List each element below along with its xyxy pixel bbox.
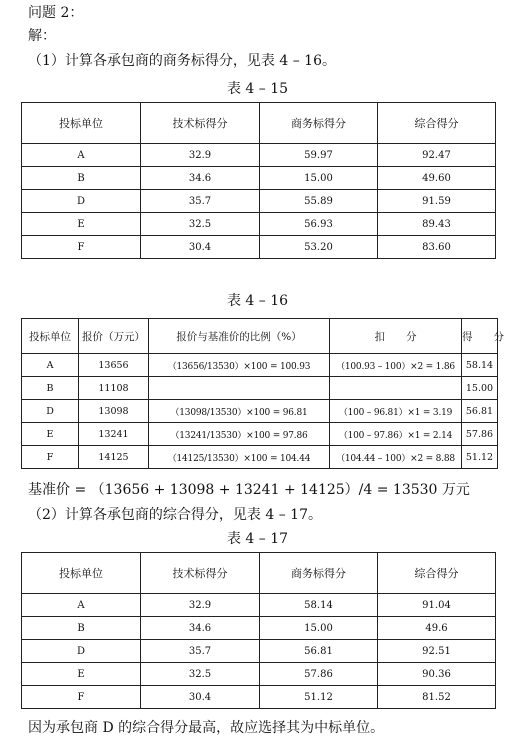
base-price-formula: 基准价 = （13656 + 13098 + 13241 + 14125）/4 = 13530 万元	[28, 482, 470, 498]
table-cell: 51.12	[260, 686, 378, 709]
table-row	[22, 190, 496, 213]
column-header: 得 分	[462, 319, 498, 354]
table-cell	[330, 377, 462, 400]
table-cell: 35.7	[141, 190, 260, 213]
column-header: 商务标得分	[260, 103, 378, 144]
table-row	[22, 377, 498, 400]
table-4-16	[21, 318, 504, 469]
table-row	[22, 446, 498, 469]
table-cell: 92.51	[378, 640, 496, 663]
table-cell: 89.43	[378, 213, 496, 236]
answer-heading: 解：	[28, 28, 56, 44]
table-cell: A	[22, 594, 141, 617]
table-4-15-caption: 表 4 – 15	[226, 81, 289, 97]
table-cell: F	[22, 446, 79, 469]
column-header: 综合得分	[378, 553, 496, 594]
column-header: 投标单位	[22, 319, 79, 354]
table-cell: 34.6	[141, 167, 260, 190]
table-cell: （14125/13530）×100 = 104.44	[149, 446, 330, 469]
column-header: 扣 分	[330, 319, 462, 354]
table-cell: 34.6	[141, 617, 260, 640]
column-header: 投标单位	[22, 553, 141, 594]
step1-text: （1）计算各承包商的商务标得分，见表 4 – 16。	[28, 53, 336, 69]
table-cell: 49.6	[378, 617, 496, 640]
table-cell: 57.86	[462, 423, 498, 446]
table-row	[22, 167, 496, 190]
table-cell: （104.44 – 100）×2 = 8.88	[330, 446, 462, 469]
table-cell: 30.4	[141, 236, 260, 259]
column-header: 投标单位	[22, 103, 141, 144]
table-cell: （13098/13530）×100 = 96.81	[149, 400, 330, 423]
table-cell: 15.00	[260, 617, 378, 640]
table-cell: 49.60	[378, 167, 496, 190]
table-4-17-caption: 表 4 – 17	[226, 531, 289, 547]
table-row	[22, 213, 496, 236]
table-cell: 56.93	[260, 213, 378, 236]
table-cell: 15.00	[462, 377, 498, 400]
table-row	[22, 144, 496, 167]
table-cell: 56.81	[260, 640, 378, 663]
table-cell: 30.4	[141, 686, 260, 709]
table-cell: 32.5	[141, 213, 260, 236]
table-cell: 32.9	[141, 594, 260, 617]
table-row	[22, 686, 496, 709]
table-row	[22, 640, 496, 663]
table-cell: 13098	[79, 400, 149, 423]
table-cell: D	[22, 640, 141, 663]
table-cell: 91.59	[378, 190, 496, 213]
table-cell: 15.00	[260, 167, 378, 190]
table-cell: A	[22, 144, 141, 167]
table-cell: A	[22, 354, 79, 377]
table-cell: B	[22, 377, 79, 400]
table-row	[22, 594, 496, 617]
column-header: 报价（万元）	[79, 319, 149, 354]
table-cell	[149, 377, 330, 400]
table-4-15	[21, 102, 496, 259]
table-cell: （13241/13530）×100 = 97.86	[149, 423, 330, 446]
column-header: 技术标得分	[141, 553, 260, 594]
table-cell: 32.9	[141, 144, 260, 167]
table-cell: 92.47	[378, 144, 496, 167]
table-header-row	[22, 319, 498, 354]
table-cell: 55.89	[260, 190, 378, 213]
table-cell: 58.14	[462, 354, 498, 377]
table-cell: （100 – 97.86）×1 = 2.14	[330, 423, 462, 446]
table-row	[22, 354, 498, 377]
table-cell: 83.60	[378, 236, 496, 259]
table-cell: 90.36	[378, 663, 496, 686]
table-cell: F	[22, 686, 141, 709]
table-cell: 32.5	[141, 663, 260, 686]
question-heading: 问题 2：	[28, 5, 84, 21]
table-cell: 13241	[79, 423, 149, 446]
table-row	[22, 236, 496, 259]
table-row	[22, 617, 496, 640]
table-cell: （13656/13530）×100 = 100.93	[149, 354, 330, 377]
column-header: 综合得分	[378, 103, 496, 144]
table-cell: 58.14	[260, 594, 378, 617]
table-cell: （100.93 – 100）×2 = 1.86	[330, 354, 462, 377]
step2-text: （2）计算各承包商的综合得分，见表 4 – 17。	[28, 507, 322, 523]
table-cell: （100 – 96.81）×1 = 3.19	[330, 400, 462, 423]
table-4-16-caption: 表 4 – 16	[226, 293, 289, 309]
table-cell: 81.52	[378, 686, 496, 709]
table-cell: F	[22, 236, 141, 259]
table-cell: 91.04	[378, 594, 496, 617]
column-header: 技术标得分	[141, 103, 260, 144]
table-header-row	[22, 103, 496, 144]
table-cell: 57.86	[260, 663, 378, 686]
table-cell: 13656	[79, 354, 149, 377]
table-cell: 11108	[79, 377, 149, 400]
column-header: 报价与基准价的比例（%）	[149, 319, 330, 354]
column-header: 商务标得分	[260, 553, 378, 594]
table-cell: E	[22, 663, 141, 686]
table-row	[22, 400, 498, 423]
table-cell: B	[22, 167, 141, 190]
table-cell: 56.81	[462, 400, 498, 423]
table-cell: D	[22, 190, 141, 213]
table-cell: 59.97	[260, 144, 378, 167]
table-4-17	[21, 552, 496, 709]
table-cell: E	[22, 423, 79, 446]
table-cell: D	[22, 400, 79, 423]
table-cell: B	[22, 617, 141, 640]
table-cell: E	[22, 213, 141, 236]
table-cell: 14125	[79, 446, 149, 469]
table-cell: 35.7	[141, 640, 260, 663]
table-row	[22, 423, 498, 446]
table-header-row	[22, 553, 496, 594]
table-cell: 51.12	[462, 446, 498, 469]
table-cell: 53.20	[260, 236, 378, 259]
conclusion-text: 因为承包商 D 的综合得分最高，故应选择其为中标单位。	[28, 720, 385, 736]
table-row	[22, 663, 496, 686]
